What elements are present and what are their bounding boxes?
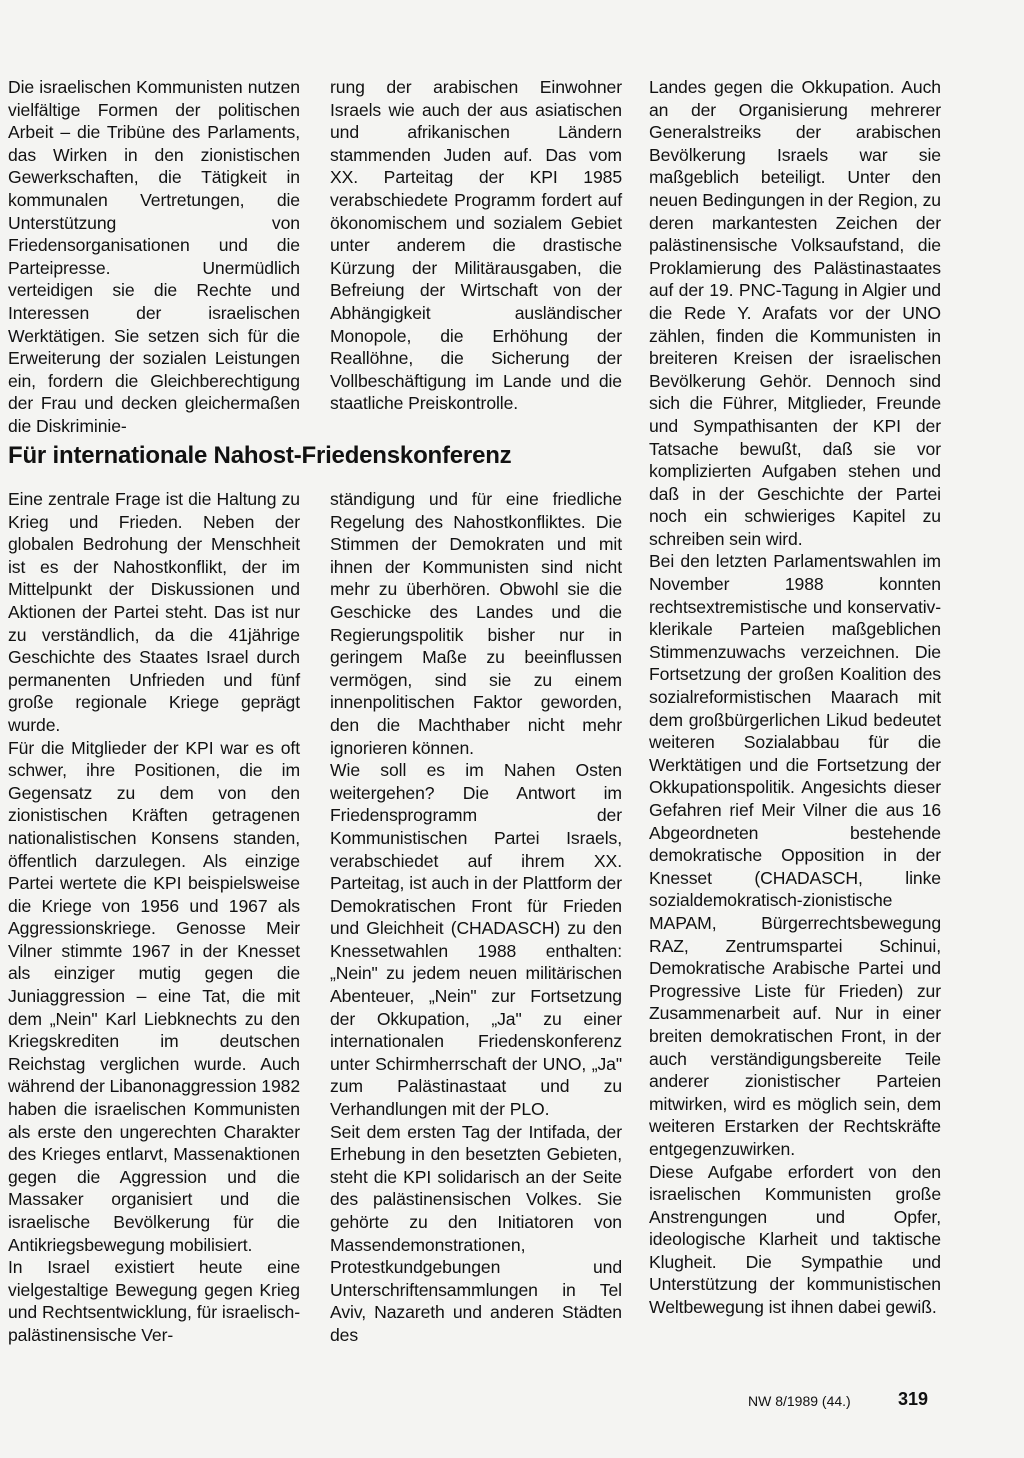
column-2-top: [330, 76, 622, 415]
section-heading: Für internationale Nahost-Friedenskonferenz: [8, 442, 512, 469]
paragraph: Landes gegen die Okkupation. Auch an der Organisierung mehrerer Generalstreiks der arabischen Bevölkerung Israels war sie maßgeblich beteiligt. Unter den neuen Bedingungen in der Region, zu deren markantesten Zeichen der palästinensische Volksaufstand, die Proklamierung des Palästinastaates auf der 19. PNC-Tagung in Algier und die Rede Y. Arafats vor der UNO zählen, finden die Kommunisten in breiteren Kreisen der israelischen Bevölkerung Gehör. Dennoch sind sich die Führer, Mitglieder, Freunde und Sympathisanten der KPI der Tatsache bewußt, daß sie vor komplizierten Aufgaben stehen und daß in der Geschichte der Partei noch ein schwieriges Kapitel zu schreiben sein wird.: [649, 77, 941, 549]
column-2-bottom: [330, 488, 622, 1347]
paragraph: Eine zentrale Frage ist die Haltung zu Krieg und Frieden. Neben der globalen Bedrohung der Menschheit ist es der Nahostkonflikt, der im Mittelpunkt der Diskussionen und Aktionen der Partei steht. Das ist nur zu verständlich, da die 41jährige Geschichte des Staates Israel durch permanenten Unfrieden und fünf große regionale Kriege geprägt wurde.: [8, 489, 300, 735]
paragraph: Bei den letzten Parlamentswahlen im November 1988 konnten rechtsextremistische und konservativ-klerikale Parteien maßgeblichen Stimmenzuwachs verzeichnen. Die Fortsetzung der großen Koalition des sozialreformistischen Maarach mit dem großbürgerlichen Likud bedeutet weiteren Sozialabbau für die Werktätigen und die Fortsetzung der Okkupationspolitik. Angesichts dieser Gefahren rief Meir Vilner die aus 16 Abgeordneten bestehende demokratische Opposition in der Knesset (CHADASCH, linke sozialdemokratisch-zionistische MAPAM, Bürgerrechtsbewegung RAZ, Zentrumspartei Schinui, Demokratische Arabische Partei und Progressive Liste für Frieden) zur Zusammenarbeit auf. Nur in einer breiten demokratischen Front, in der auch verständigungsbereite Teile anderer zionistischer Parteien mitwirken, wird es möglich sein, dem weiteren Erstarken der Rechtskräfte entgegenzuwirken.: [649, 551, 941, 1159]
journal-reference: NW 8/1989 (44.): [748, 1393, 851, 1409]
column-3: [649, 76, 941, 1319]
paragraph: Die israelischen Kommunisten nutzen vielfältige Formen der politischen Arbeit – die Tribüne des Parlaments, das Wirken in den zionistischen Gewerkschaften, die Tätigkeit in kommunalen Vertretungen, die Unterstützung von Friedensorganisationen und die Parteipresse. Unermüdlich verteidigen sie die Rechte und Interessen der israelischen Werktätigen. Sie setzen sich für die Erweiterung der sozialen Leistungen ein, fordern die Gleichberechtigung der Frau und decken gleichermaßen die Diskriminie-: [8, 77, 300, 436]
column-1-bottom: [8, 488, 300, 1347]
column-1-top: [8, 76, 300, 438]
paragraph: Seit dem ersten Tag der Intifada, der Erhebung in den besetzten Gebieten, steht die KPI solidarisch an der Seite des palästinensischen Volkes. Sie gehörte zu den Initiatoren von Massendemonstrationen, Protestkundgebungen und Unterschriftensammlungen in Tel Aviv, Nazareth und anderen Städten des: [330, 1121, 622, 1345]
paragraph: Wie soll es im Nahen Osten weitergehen? Die Antwort im Friedensprogramm der Kommunistischen Partei Israels, verabschiedet auf ihrem XX. Parteitag, ist auch in der Plattform der Demokratischen Front für Frieden und Gleichheit (CHADASCH) zu den Knessetwahlen 1988 enthalten: „Nein" zu jedem neuen militärischen Abenteuer, „Nein" zur Fortsetzung der Okkupation, „Ja" zu einer internationalen Friedenskonferenz unter Schirmherrschaft der UNO, „Ja" zum Palästinastaat und zu Verhandlungen mit der PLO.: [330, 760, 622, 1120]
paragraph: Für die Mitglieder der KPI war es oft schwer, ihre Positionen, die im Gegensatz zu dem von den zionistischen Kräften getragenen nationalistischen Konsens standen, öffentlich darzulegen. Als einzige Partei wertete die KPI beispielsweise die Kriege von 1956 und 1967 als Aggressionskriege. Genosse Meir Vilner stimmte 1967 in der Knesset als einziger mutig gegen die Juniaggression – eine Tat, die mit dem „Nein" Karl Liebknechts zu den Kriegskrediten im deutschen Reichstag verglichen wurde. Auch während der Libanonaggression 1982 haben die israelischen Kommunisten als erste den ungerechten Charakter des Krieges entlarvt, Massenaktionen gegen die Aggression und die Massaker organisiert und die israelische Bevölkerung für die Antikriegsbewegung mobilisiert.: [8, 737, 301, 1255]
page-number: 319: [898, 1389, 929, 1409]
paragraph: ständigung und für eine friedliche Regelung des Nahostkonfliktes. Die Stimmen der Demokraten und mit ihnen der Kommunisten sind nicht mehr zu überhören. Obwohl sie die Geschicke des Landes und die Regierungspolitik bisher nur in geringem Maße zu beeinflussen vermögen, sind sie zu einem innenpolitischen Faktor geworden, den die Machthaber nicht mehr ignorieren können.: [330, 489, 622, 758]
paragraph: In Israel existiert heute eine vielgestaltige Bewegung gegen Krieg und Rechtsentwicklung, für israelisch-palästinensische Ver-: [8, 1257, 300, 1345]
paragraph: rung der arabischen Einwohner Israels wie auch der aus asiatischen und afrikanischen Ländern stammenden Juden auf. Das vom XX. Parteitag der KPI 1985 verabschiedete Programm fordert auf ökonomischem und sozialem Gebiet unter anderem die drastische Kürzung der Militärausgaben, die Befreiung der Wirtschaft von der Abhängigkeit ausländischer Monopole, die Erhöhung der Reallöhne, die Sicherung der Vollbeschäftigung im Lande und die staatliche Preiskontrolle.: [330, 77, 622, 414]
paragraph: Diese Aufgabe erfordert von den israelischen Kommunisten große Anstrengungen und Opfer, ideologische Klarheit und taktische Klugheit. Die Sympathie und Unterstützung der kommunistischen Weltbewegung ist ihnen dabei gewiß.: [649, 1161, 941, 1318]
